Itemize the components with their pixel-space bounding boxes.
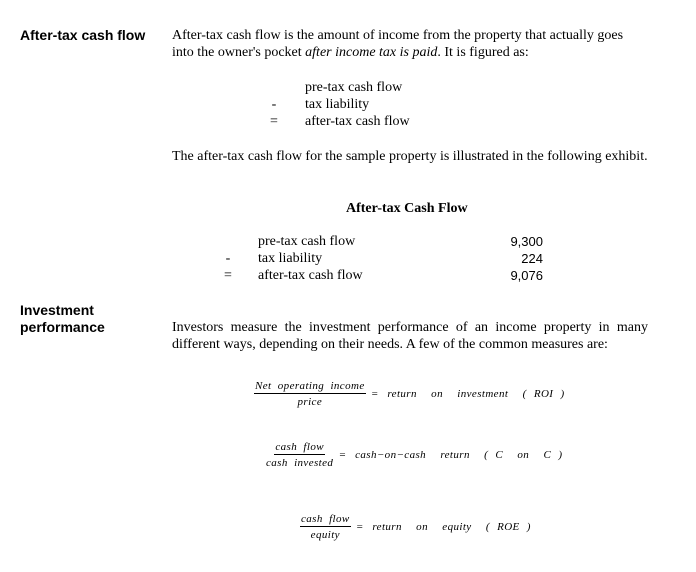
equals-sign: = [339, 449, 346, 461]
section-label-after-tax: After-tax cash flow [20, 27, 146, 43]
exhibit-row-label: after-tax cash flow [258, 268, 363, 283]
coc-result [339, 449, 562, 461]
formula-operator-minus: - [271, 97, 277, 112]
definition-text-end: . It is figured as: [437, 45, 529, 60]
roi-fraction [254, 380, 366, 408]
coc-numerator: cash flow [275, 441, 324, 453]
section-label-line: Investment [20, 302, 94, 318]
roi-denominator: price [297, 396, 323, 408]
section-label-investment [20, 302, 105, 336]
formula-operator-equals: = [270, 114, 278, 129]
coc-fraction [266, 441, 333, 469]
roe-denominator: equity [310, 529, 340, 541]
coc-denominator: cash invested [266, 457, 334, 469]
exhibit-row-operator: - [225, 251, 231, 266]
exhibit-row-label: tax liability [258, 251, 323, 266]
formula-line-tax: tax liability [305, 97, 370, 112]
exhibit-row-operator: = [224, 268, 232, 283]
roe-fraction [300, 513, 351, 541]
exhibit-row-value: 9,300 [510, 234, 543, 249]
roe-numerator: cash flow [301, 513, 350, 525]
equals-sign: = [356, 521, 364, 533]
investment-description: Investors measure the investment performance of an income property in many different ways, depending on their needs. A few of the common measures are: [172, 320, 648, 352]
roe-result [357, 521, 531, 533]
exhibit-row-value: 9,076 [510, 268, 543, 283]
exhibit-row-label: pre-tax cash flow [258, 234, 356, 249]
roi-numerator: Net operating income [255, 380, 365, 392]
exhibit-title: After-tax Cash Flow [346, 201, 468, 216]
roe-result-text: return on equity ( ROE ) [372, 521, 531, 533]
definition-text: After-tax cash flow is the amount of income from the property that actually goes into the owner's pocket [172, 28, 624, 60]
roi-result [372, 388, 565, 400]
exhibit-intro: The after-tax cash flow for the sample property is illustrated in the following exhibit. [172, 149, 648, 164]
section-label-line: performance [20, 319, 105, 335]
roi-formula [254, 380, 565, 408]
formula-line-pretax: pre-tax cash flow [305, 80, 403, 95]
coc-formula [266, 441, 562, 469]
definition-emphasis: after income tax is paid [305, 45, 438, 60]
formula-line-aftertax: after-tax cash flow [305, 114, 410, 129]
after-tax-definition [172, 27, 648, 61]
exhibit-row-value: 224 [521, 251, 543, 266]
coc-result-text: cash−on−cash return ( C on C ) [355, 449, 563, 461]
equals-sign: = [371, 388, 379, 400]
roe-formula [300, 513, 531, 541]
roi-result-text: return on investment ( ROI ) [387, 388, 565, 400]
